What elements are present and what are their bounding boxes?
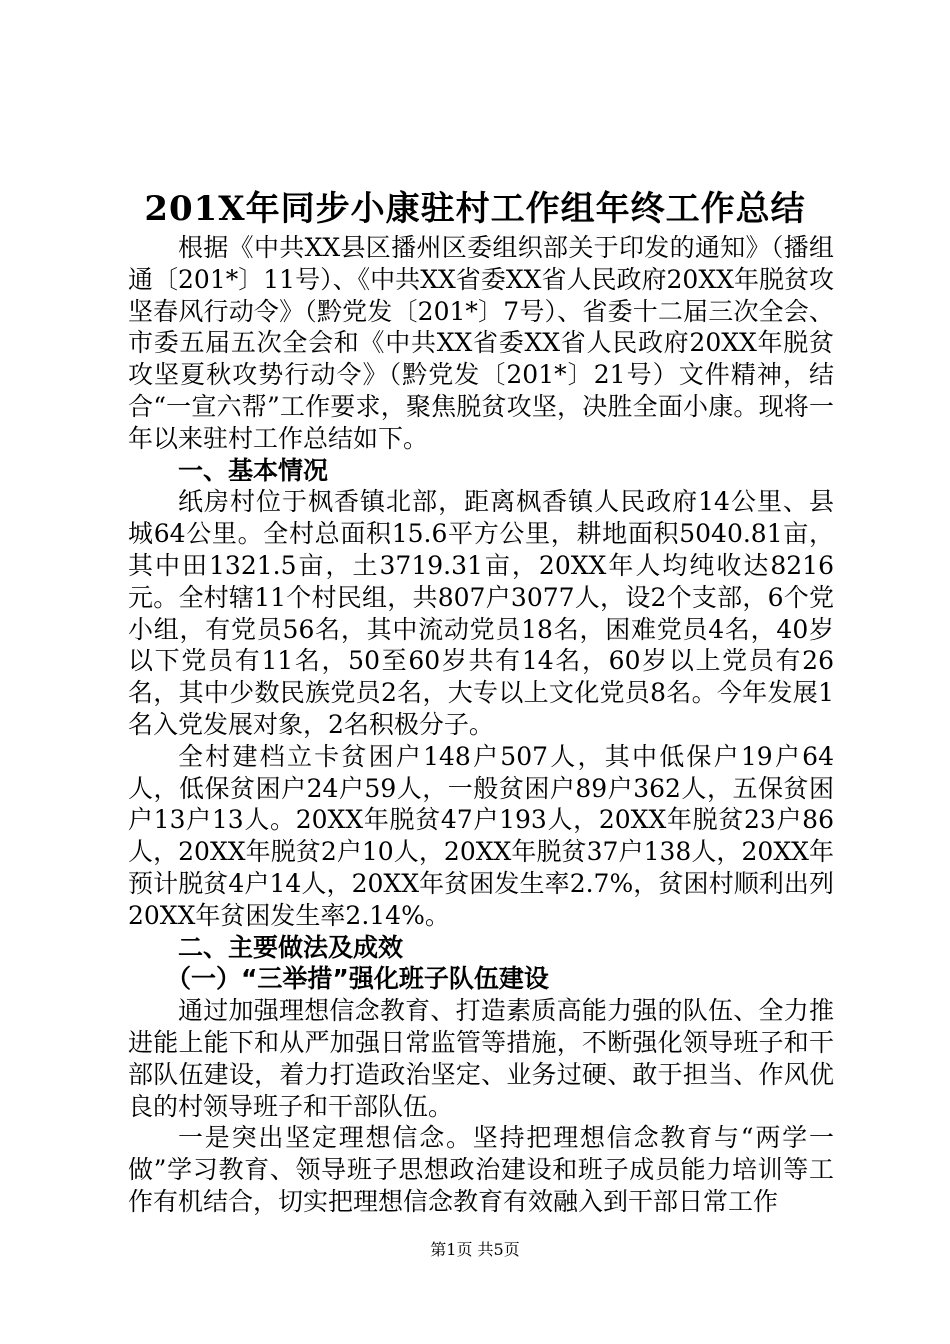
- page-footer: 第1页 共5页: [430, 1240, 520, 1259]
- subsection-heading-team-building: （一）“三举措”强化班子队伍建设: [166, 964, 549, 994]
- document-title: 201X年同步小康驻村工作组年终工作总结: [144, 189, 806, 229]
- document-body: [128, 232, 834, 1218]
- intro-paragraph: 根据《中共XX县区播州区委组织部关于印发的通知》（播组通〔201*〕11号）、《中共XX省委XX省人民政府20XX年脱贫攻坚春风行动令》（黔党发〔201*〕7号）、省委十二届三次全会、市委五届五次全会和《中共XX省委XX省人民政府20XX年脱贫攻坚夏秋攻势行动令》（黔党发〔201*〕21号）文件精神，结合“一宣六帮”工作要求，聚焦脱贫攻坚，决胜全面小康。现将一年以来驻村工作总结如下。: [128, 233, 834, 453]
- basic-situation-paragraph-2: 全村建档立卡贫困户148户507人，其中低保户19户64人，低保贫困户24户59人，一般贫困户89户362人，五保贫困户13户13人。20XX年脱贫47户193人，20XX年脱贫23户86人，20XX年脱贫2户10人，20XX年脱贫37户138人，20XX年预计脱贫4户14人，20XX年贫困发生率2.7%，贫困村顺利出列20XX年贫困发生率2.14%。: [128, 741, 834, 930]
- section-heading-basic-situation: 一、基本情况: [178, 455, 329, 485]
- team-building-paragraph-2: 一是突出坚定理想信念。坚持把理想信念教育与“两学一做”学习教育、领导班子思想政治建设和班子成员能力培训等工作有机结合，切实把理想信念教育有效融入到干部日常工作: [128, 1123, 834, 1216]
- section-heading-main-practices: 二、主要做法及成效: [178, 932, 404, 962]
- basic-situation-paragraph-1: 纸房村位于枫香镇北部，距离枫香镇人民政府14公里、县城64公里。全村总面积15.6平方公里，耕地面积5040.81亩，其中田1321.5亩，土3719.31亩，20XX年人均纯收达8216元。全村辖11个村民组，共807户3077人，设2个支部，6个党小组，有党员56名，其中流动党员18名，困难党员4名，40岁以下党员有11名，50至60岁共有14名，60岁以上党员有26名，其中少数民族党员2名，大专以上文化党员8名。今年发展1名入党发展对象，2名积极分子。: [128, 487, 834, 739]
- team-building-paragraph-1: 通过加强理想信念教育、打造素质高能力强的队伍、全力推进能上能下和从严加强日常监管等措施，不断强化领导班子和干部队伍建设，着力打造政治坚定、业务过硬、敢于担当、作风优良的村领导班子和干部队伍。: [128, 996, 834, 1121]
